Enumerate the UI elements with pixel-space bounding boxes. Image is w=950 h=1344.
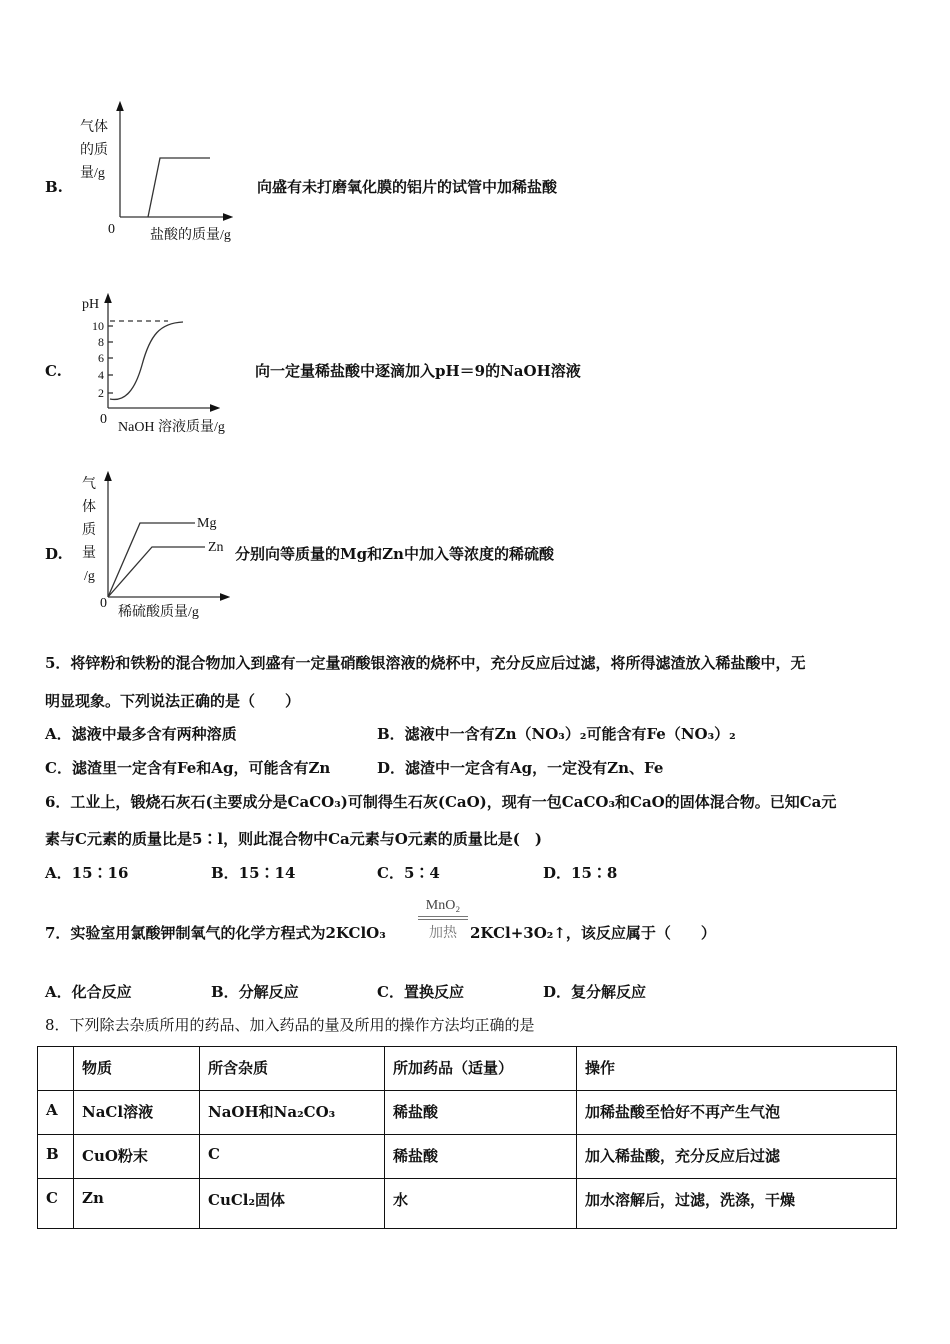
header-cell: 所加药品（适量）	[385, 1047, 577, 1091]
mg-line	[108, 523, 195, 597]
reaction-arrow	[418, 916, 468, 920]
question-6-stem: 6．工业上，锻烧石灰石(主要成分是CaCO₃)可制得生石灰(CaO)，现有一包CaCO₃和CaO的固体混合物。已知Ca元	[45, 793, 837, 811]
table-cell: NaCl溶液	[74, 1091, 200, 1135]
q7-option-c: C．置换反应	[377, 983, 464, 1001]
header-cell: 操作	[577, 1047, 897, 1091]
question-6-stem: 素与C元素的质量比是5∶l，则此混合物中Ca元素与O元素的质量比是( )	[45, 830, 542, 848]
table-cell: 水	[385, 1179, 577, 1229]
origin-label: 0	[100, 412, 107, 427]
graph-c-xlabel: NaOH 溶液质量/g	[118, 420, 225, 435]
option-b-text: 向盛有未打磨氧化膜的铝片的试管中加稀盐酸	[257, 178, 558, 196]
table-cell: CuO粉末	[74, 1135, 200, 1179]
series-label-zn: Zn	[208, 540, 224, 555]
graph-b-xlabel: 盐酸的质量/g	[150, 228, 231, 243]
table-row	[38, 1135, 897, 1179]
graph-c	[108, 298, 215, 408]
graph-b-ylabel: 的质	[80, 143, 108, 158]
graph-b-ylabel: 量/g	[80, 166, 105, 181]
zn-line	[108, 547, 205, 597]
table-header	[38, 1047, 897, 1091]
table-cell: C	[38, 1179, 74, 1229]
header-cell	[38, 1047, 74, 1091]
table-cell: 加入稀盐酸，充分反应后过滤	[577, 1135, 897, 1179]
catalyst-label: MnO₂	[425, 898, 461, 913]
tick-label: 8	[98, 335, 104, 349]
ph-curve	[110, 322, 183, 399]
tick-label: 4	[98, 368, 104, 382]
tick-label: 10	[92, 319, 104, 333]
question-7-stem: 7．实验室用氯酸钾制氧气的化学方程式为2KClO₃	[45, 924, 386, 942]
graph-d-ylabel: 量	[82, 546, 96, 561]
table-row	[38, 1091, 897, 1135]
header-cell: 所含杂质	[200, 1047, 385, 1091]
table-cell: NaOH和Na₂CO₃	[200, 1091, 385, 1135]
table-cell: 稀盐酸	[385, 1091, 577, 1135]
q7-option-b: B．分解反应	[211, 983, 299, 1001]
heating-label: 加热	[429, 926, 457, 941]
gas-curve	[148, 158, 210, 217]
option-c-text: 向一定量稀盐酸中逐滴加入pH＝9的NaOH溶液	[255, 362, 581, 380]
tick-label: 2	[98, 386, 104, 400]
q7-option-a: A．化合反应	[45, 983, 132, 1001]
graph-d-ylabel: /g	[84, 569, 95, 584]
table-cell: CuCl₂固体	[200, 1179, 385, 1229]
q6-option-a: A．15∶16	[45, 864, 129, 882]
q6-option-b: B．15∶14	[211, 864, 296, 882]
q5-option-d: D．滤渣中一定含有Ag，一定没有Zn、Fe	[377, 759, 664, 777]
series-label-mg: Mg	[197, 516, 217, 531]
question-5-stem: 明显现象。下列说法正确的是（ ）	[45, 692, 301, 710]
table-cell: A	[38, 1091, 74, 1135]
table-cell: B	[38, 1135, 74, 1179]
graph-d-xlabel: 稀硫酸质量/g	[118, 605, 199, 620]
graph-c-ylabel: pH	[82, 297, 100, 312]
tick-label: 6	[98, 351, 104, 365]
q6-option-c: C．5∶4	[377, 864, 440, 882]
origin-label: 0	[108, 222, 115, 237]
graph-d-ylabel: 气	[82, 477, 96, 492]
reaction-condition	[418, 898, 468, 942]
q6-option-d: D．15∶8	[543, 864, 618, 882]
table-row	[38, 1179, 897, 1229]
table-cell: 加水溶解后，过滤，洗涤，干燥	[577, 1179, 897, 1229]
graph-d-ylabel: 质	[82, 523, 96, 538]
option-d-letter: D.	[45, 545, 63, 563]
question-8-stem: 8．下列除去杂质所用的药品、加入药品的量及所用的操作方法均正确的是	[45, 1016, 535, 1034]
option-c-letter: C.	[45, 362, 62, 380]
impurity-table	[37, 1046, 897, 1229]
graph-b	[120, 106, 228, 217]
q5-option-b: B．滤液中一含有Zn（NO₃）₂可能含有Fe（NO₃）₂	[377, 725, 736, 743]
graph-b-ylabel: 气体	[80, 120, 108, 135]
table-cell: C	[200, 1135, 385, 1179]
option-d-text: 分别向等质量的Mg和Zn中加入等浓度的稀硫酸	[235, 545, 554, 563]
table-cell: 加稀盐酸至恰好不再产生气泡	[577, 1091, 897, 1135]
q5-option-a: A．滤液中最多含有两种溶质	[45, 725, 237, 743]
option-b-letter: B.	[45, 178, 63, 196]
graph-d-ylabel: 体	[82, 500, 96, 515]
q7-option-d: D．复分解反应	[543, 983, 647, 1001]
graph-d	[108, 476, 225, 597]
question-7-stem: 2KCl+3O₂↑，该反应属于（ ）	[470, 924, 716, 942]
table-cell: Zn	[74, 1179, 200, 1229]
origin-label: 0	[100, 596, 107, 611]
q5-option-c: C．滤渣里一定含有Fe和Ag，可能含有Zn	[45, 759, 331, 777]
question-5-stem: 5．将锌粉和铁粉的混合物加入到盛有一定量硝酸银溶液的烧杯中，充分反应后过滤，将所得滤渣放入稀盐酸中，无	[45, 654, 806, 672]
table-cell: 稀盐酸	[385, 1135, 577, 1179]
header-cell: 物质	[74, 1047, 200, 1091]
